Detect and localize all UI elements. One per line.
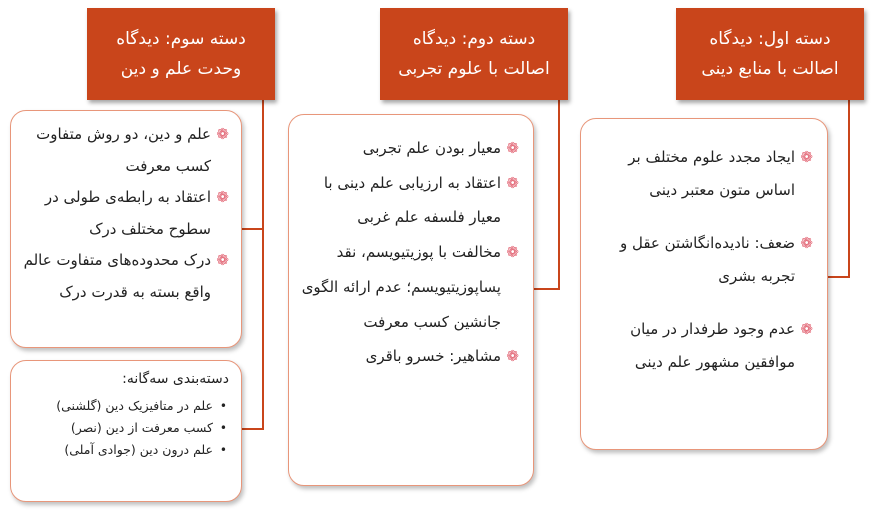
connector-col3-h2	[240, 428, 264, 430]
list-item: ❁ درک محدوده‌های متفاوت عالم واقع بسته به قدرت درک	[19, 245, 231, 308]
list-item: ❁ معیار بودن علم تجربی	[297, 131, 521, 166]
list-category-1	[589, 141, 815, 379]
list-item: ❁ مشاهیر: خسرو باقری	[297, 339, 521, 374]
header-category-2-line1: دسته دوم: دیدگاه	[412, 29, 536, 49]
header-category-1	[676, 8, 864, 100]
star-bullet-icon: ❁	[216, 188, 229, 206]
header-category-2	[380, 8, 568, 100]
list-item: • علم درون دین (جوادی آملی)	[19, 439, 229, 461]
star-bullet-icon: ❁	[506, 243, 519, 262]
star-bullet-icon: ❁	[506, 139, 519, 157]
connector-col2-h	[532, 288, 560, 290]
star-bullet-icon: ❁	[800, 320, 813, 338]
classification-list	[19, 395, 229, 461]
header-category-3-line1: دسته سوم: دیدگاه	[116, 29, 246, 49]
list-item: ❁ ضعف: نادیده‌انگاشتن عقل و تجربه بشری	[589, 227, 815, 293]
list-category-3	[19, 119, 231, 308]
star-bullet-icon: ❁	[216, 251, 229, 269]
classification-title: دسته‌بندی سه‌گانه:	[122, 371, 229, 387]
list-item: ❁ اعتقاد به ارزیابی علم دینی با معیار فلسفه علم غربی	[297, 166, 521, 235]
list-item: ❁ ایجاد مجدد علوم مختلف بر اساس متون معتبر دینی	[589, 141, 815, 207]
connector-col3	[262, 100, 264, 430]
list-item: • کسب معرفت از دین (نصر)	[19, 417, 229, 439]
dot-bullet-icon: •	[219, 421, 227, 435]
box-category-1	[580, 118, 828, 450]
star-bullet-icon: ❁	[216, 125, 229, 143]
star-bullet-icon: ❁	[506, 347, 519, 366]
list-item: ❁ اعتقاد به رابطه‌ی طولی در سطوح مختلف درک	[19, 182, 231, 245]
header-category-3-line2: وحدت علم و دین	[120, 59, 242, 79]
connector-col1	[848, 100, 850, 278]
star-bullet-icon: ❁	[506, 173, 519, 192]
connector-col1-h	[826, 276, 850, 278]
header-category-3	[87, 8, 275, 100]
list-item: ❁ مخالفت با پوزیتیویسم، نقد پساپوزیتیویسم؛ عدم ارائه الگوی جانشین کسب معرفت	[297, 235, 521, 339]
list-item: • علم در متافیزیک دین (گلشنی)	[19, 395, 229, 417]
list-item: ❁ عدم وجود طرفدار در میان موافقین مشهور علم دینی	[589, 313, 815, 379]
star-bullet-icon: ❁	[800, 148, 813, 166]
header-category-2-line2: اصالت با علوم تجربی	[398, 59, 550, 79]
header-category-1-line2: اصالت با منابع دینی	[701, 59, 839, 79]
star-bullet-icon: ❁	[800, 234, 813, 252]
list-category-2	[297, 131, 521, 374]
header-category-1-line1: دسته اول: دیدگاه	[709, 29, 831, 49]
list-item: ❁ علم و دین، دو روش متفاوت کسب معرفت	[19, 119, 231, 182]
dot-bullet-icon: •	[219, 443, 227, 457]
box-triple-classification	[10, 360, 242, 502]
dot-bullet-icon: •	[219, 399, 227, 413]
connector-col3-h1	[240, 228, 264, 230]
box-category-2	[288, 114, 534, 486]
connector-col2	[558, 100, 560, 290]
box-category-3	[10, 110, 242, 348]
